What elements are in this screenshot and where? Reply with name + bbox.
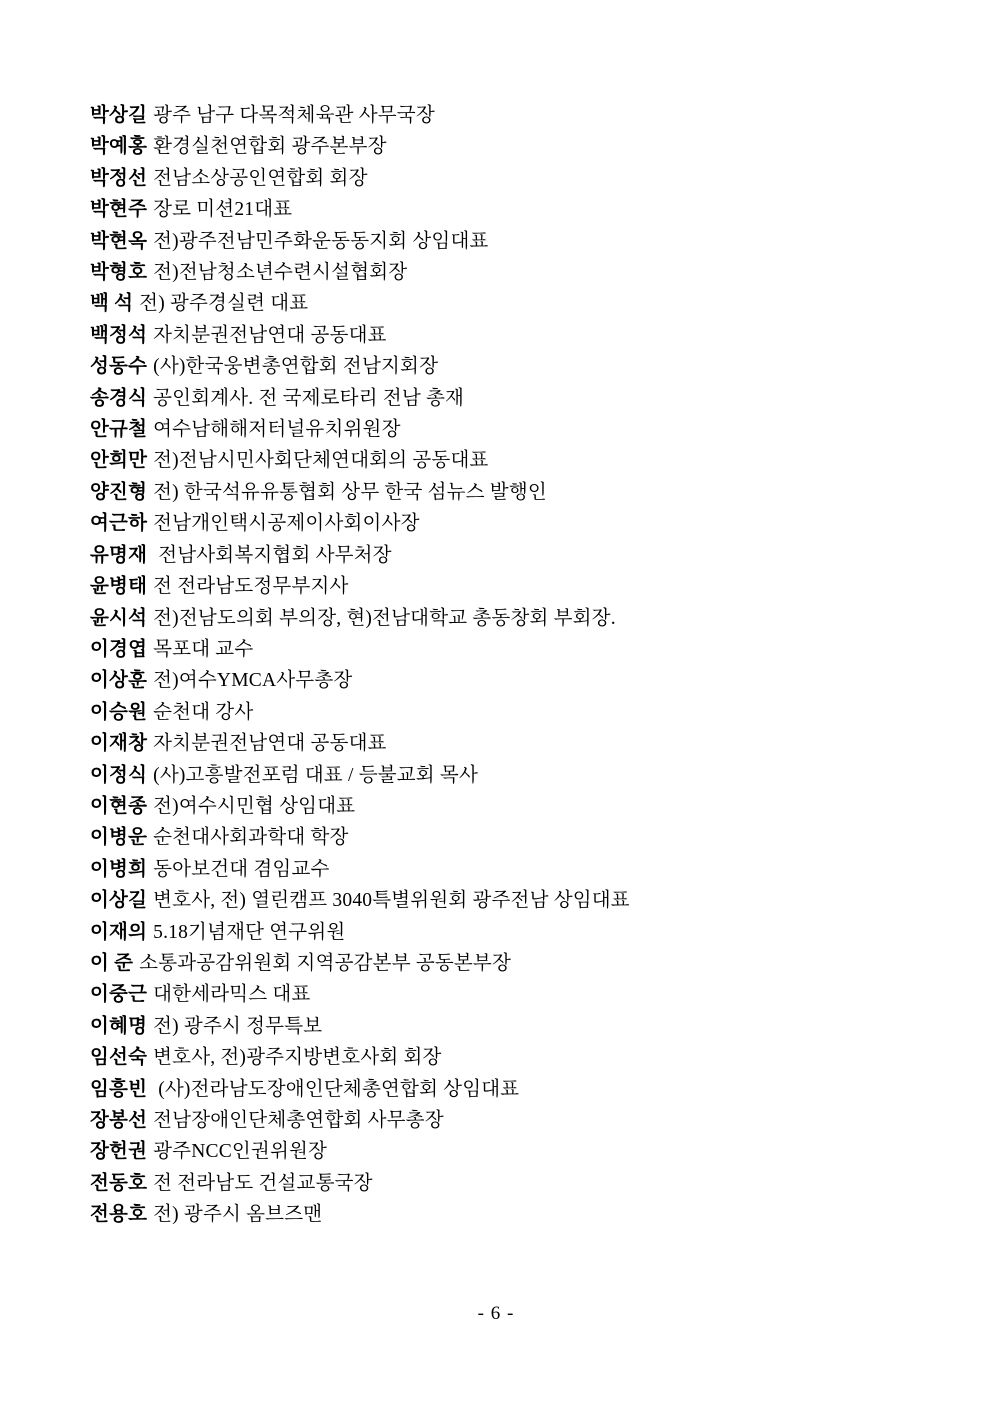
entry-title: 전 전라남도 건설교통국장: [153, 1172, 373, 1194]
entry-title: 순천대 강사: [153, 701, 254, 723]
entry-title: (사)전라남도장애인단체총연합회 상임대표: [153, 1078, 520, 1100]
entry-name: 백 석: [90, 293, 134, 315]
list-item: [90, 948, 902, 979]
entry-title: 전)여수YMCA사무총장: [153, 670, 353, 692]
entry-title: 전)전남시민사회단체연대회의 공동대표: [153, 450, 489, 472]
entry-name: 박정선: [90, 167, 148, 189]
entry-name: 박현옥: [90, 230, 148, 252]
entry-title: 전)여수시민협 상임대표: [153, 795, 356, 817]
entry-title: 순천대사회과학대 학장: [153, 827, 349, 849]
entry-name: 이재창: [90, 733, 148, 755]
entry-name: 박현주: [90, 199, 148, 221]
entry-name: 임흥빈: [90, 1078, 148, 1100]
entry-title: 전) 광주시 옴브즈맨: [153, 1204, 323, 1226]
entry-name: 장헌권: [90, 1141, 148, 1163]
entry-name: 이 준: [90, 952, 134, 974]
entry-title: 5.18기념재단 연구위원: [153, 921, 346, 943]
list-item: [90, 320, 902, 351]
list-item: [90, 163, 902, 194]
entry-name: 이승원: [90, 701, 148, 723]
entry-name: 윤병태: [90, 576, 148, 598]
list-item: [90, 791, 902, 822]
list-item: [90, 477, 902, 508]
list-item: [90, 383, 902, 414]
entry-name: 안규철: [90, 419, 148, 441]
entry-title: 목포대 교수: [153, 638, 254, 660]
entry-title: 전)전남청소년수련시설협회장: [153, 262, 408, 284]
entry-title: (사)한국웅변총연합회 전남지회장: [153, 356, 439, 378]
list-item: [90, 1011, 902, 1042]
list-item: [90, 665, 902, 696]
list-item: [90, 634, 902, 665]
entry-title: 장로 미션21대표: [153, 199, 293, 221]
entry-name: 성동수: [90, 356, 148, 378]
entry-title: 광주 남구 다목적체육관 사무국장: [153, 105, 435, 126]
page-number: - 6 -: [477, 1303, 515, 1324]
entry-title: 대한세라믹스 대표: [153, 984, 311, 1006]
entry-name: 박예홍: [90, 136, 148, 158]
entry-title: 소통과공감위원회 지역공감본부 공동본부장: [139, 952, 512, 974]
list-item: [90, 1042, 902, 1073]
entry-name: 이재의: [90, 921, 148, 943]
entry-name: 이현종: [90, 795, 148, 817]
entry-title: 전) 광주시 정무특보: [153, 1015, 323, 1037]
list-item: [90, 1074, 902, 1105]
entry-title: 변호사, 전) 열린캠프 3040특별위원회 광주전남 상임대표: [153, 890, 630, 912]
list-item: [90, 1168, 902, 1199]
list-item: [90, 1199, 902, 1230]
entry-name: 이상훈: [90, 670, 148, 692]
list-item: [90, 697, 902, 728]
entry-title: 전)전남도의회 부의장, 현)전남대학교 총동창회 부회장.: [153, 607, 616, 629]
entry-name: 송경식: [90, 387, 148, 409]
entry-title: 전) 한국석유유통협회 상무 한국 섬뉴스 발행인: [153, 481, 547, 503]
list-item: [90, 760, 902, 791]
endorser-list: [90, 100, 902, 1231]
entry-name: 이정식: [90, 764, 148, 786]
entry-title: 자치분권전남연대 공동대표: [153, 324, 387, 346]
entry-title: 전) 광주경실련 대표: [139, 293, 309, 315]
entry-title: 변호사, 전)광주지방변호사회 회장: [153, 1047, 442, 1069]
entry-title: 동아보건대 겸임교수: [153, 858, 330, 880]
list-item: [90, 728, 902, 759]
entry-title: 전 전라남도정무부지사: [153, 576, 349, 598]
list-item: [90, 194, 902, 225]
entry-name: 윤시석: [90, 607, 148, 629]
entry-title: 전남사회복지협회 사무처장: [153, 544, 392, 566]
list-item: [90, 445, 902, 476]
list-item: [90, 603, 902, 634]
list-item: [90, 414, 902, 445]
entry-name: 전동호: [90, 1172, 148, 1194]
entry-name: 안희만: [90, 450, 148, 472]
list-item: [90, 540, 902, 571]
entry-title: 전남개인택시공제이사회이사장: [153, 513, 420, 535]
entry-name: 임선숙: [90, 1047, 148, 1069]
entry-title: (사)고흥발전포럼 대표 / 등불교회 목사: [153, 764, 478, 786]
list-item: [90, 1105, 902, 1136]
list-item: [90, 508, 902, 539]
list-item: [90, 226, 902, 257]
entry-name: 이경엽: [90, 638, 148, 660]
list-item: [90, 979, 902, 1010]
entry-name: 이혜명: [90, 1015, 148, 1037]
entry-title: 전)광주전남민주화운동동지회 상임대표: [153, 230, 489, 252]
entry-title: 자치분권전남연대 공동대표: [153, 733, 387, 755]
entry-name: 여근하: [90, 513, 148, 535]
entry-name: 이상길: [90, 890, 148, 912]
entry-name: 전용호: [90, 1204, 148, 1226]
list-item: [90, 257, 902, 288]
list-item: [90, 854, 902, 885]
entry-name: 양진형: [90, 481, 148, 503]
list-item: [90, 885, 902, 916]
entry-name: 이중근: [90, 984, 148, 1006]
entry-title: 환경실천연합회 광주본부장: [153, 136, 387, 158]
list-item: [90, 571, 902, 602]
entry-name: 유명재: [90, 544, 148, 566]
entry-title: 공인회계사. 전 국제로타리 전남 총재: [153, 387, 465, 409]
list-item: [90, 288, 902, 319]
entry-title: 전남장애인단체총연합회 사무총장: [153, 1110, 444, 1131]
entry-name: 장봉선: [90, 1110, 148, 1131]
entry-title: 광주NCC인권위원장: [153, 1141, 328, 1163]
entry-name: 이병희: [90, 858, 148, 880]
list-item: [90, 100, 902, 131]
list-item: [90, 822, 902, 853]
list-item: [90, 917, 902, 948]
entry-name: 박형호: [90, 262, 148, 284]
entry-name: 백정석: [90, 324, 148, 346]
list-item: [90, 1136, 902, 1167]
list-item: [90, 351, 902, 382]
entry-name: 박상길: [90, 105, 148, 126]
entry-name: 이병운: [90, 827, 148, 849]
entry-title: 여수남해해저터널유치위원장: [153, 419, 401, 441]
entry-title: 전남소상공인연합회 회장: [153, 167, 368, 189]
list-item: [90, 131, 902, 162]
